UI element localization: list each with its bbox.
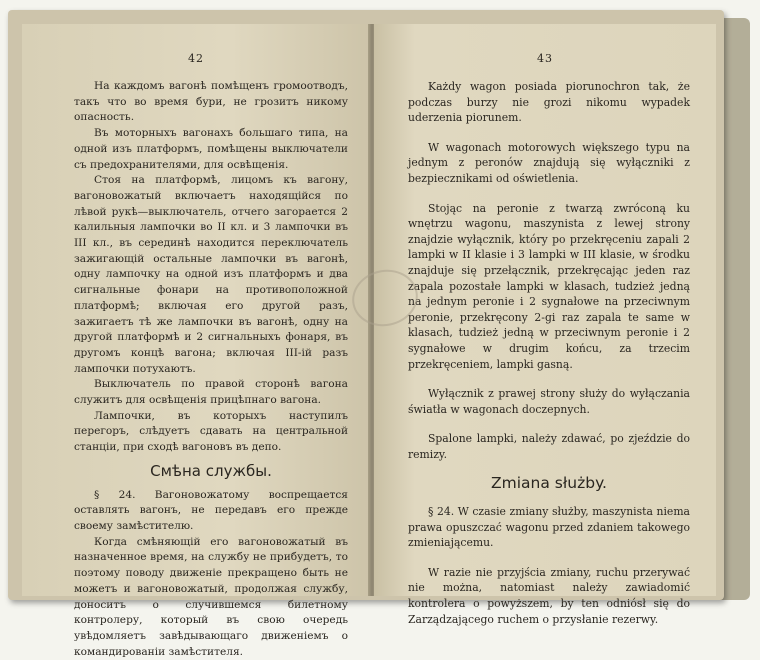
left-page (22, 24, 370, 658)
paragraph: Въ моторныхъ вагонахъ большаго типа, на одной изъ платформъ, помѣщены выключатели съ предохранителями, для освѣщенія. (74, 127, 348, 171)
paragraph: На каждомъ вагонѣ помѣщенъ громоотводъ, такъ что во время бури, не грозитъ никому опасность. (74, 80, 348, 124)
paragraph: Когда смѣняющій его вагоновожатый въ назначенное время, на службу не прибудетъ, то поэтому поводу движеніе прекращено быть не можетъ и вагоновожатый, продолжая службу, доноситъ о случившемся билетному контролеру, который въ свою очередь увѣдомляетъ завѣдывающаго движеніемъ о командированіи замѣстителя. (74, 535, 348, 658)
paragraph: § 24. Вагоновожатому воспрещается оставлять вагонъ, не передавъ его прежде своему замѣстителю. (74, 488, 348, 532)
paragraph: § 24. W czasie zmiany służby, maszynista niema prawa opuszczać wagonu przed zdaniem takowego zmieniającemu. (408, 505, 690, 550)
paragraph: Każdy wagon posiada piorunochron tak, że podczas burzy nie grozi nikomu wypadek uderzenia piorunem. (408, 80, 690, 125)
paragraph: Выключатель по правой сторонѣ вагона служитъ для освѣщенія прицѣпнаго вагона. (74, 378, 348, 407)
paragraph: Spalone lampki, należy zdawać, po zjeździe do remizy. (408, 432, 690, 461)
section-heading-right: Zmiana służby. (491, 474, 607, 493)
paragraph: W razie nie przyjścia zmiany, ruchu przerywać nie można, natomiast należy zawiadomić kontrolera o powyższem, by ten odniósł się do Zarządzającego ruchem o przysłanie rezerwy. (408, 565, 690, 626)
page-number-right: 43 (537, 52, 553, 65)
section-heading-left: Смѣна службы. (150, 461, 272, 480)
page-number-left: 42 (188, 52, 204, 65)
paragraph: Stojąc na peronie z twarzą zwróconą ku wnętrzu wagonu, maszynista z lewej strony znajdzie wyłącznik, który po przekręceniu zapali 2 lampki w II klasie i 3 lampki w III klasie, w środku znajduje się przełącznik, przekręcając jeden raz zapala pozostałe lampki w klasach, tudzież jedną na jednym peronie i 2 sygnałowe na przeciwnym peronie, przekręcony 2-gi raz zapala te same w klasach, tudzież jedną w przeciwnym peronie i 2 sygnałowe w drugim końcu, za trzecim przekręceniem, lampki gasną. (408, 201, 690, 371)
paragraph: Wyłącznik z prawej strony służy do wyłączania światła w wagonach doczepnych. (408, 387, 690, 416)
left-page-text (74, 79, 348, 660)
paragraph: Стоя на платформѣ, лицомъ къ вагону, вагоновожатый включаетъ находящійся по лѣвой рукѣ—выключатель, отчего загорается 2 калильныя лампочки во II кл. и 3 лампочки въ III кл., въ серединѣ находится переключатель зажигающій остальные лампочки въ вагонѣ, одну лампочку на одной изъ платформъ и два сигнальные фонари на противоположной платформѣ; включая его другой разъ, зажигаетъ тѣ же лампочки въ вагонѣ, одну на другой платформѣ и 2 сигнальныхъ фонаря, въ другомъ концѣ вагона; включая III-ій разъ лампочки потухаютъ. (74, 174, 348, 375)
right-page-text (408, 79, 690, 627)
paragraph: W wagonach motorowych większego typu na jednym z peronów znajdują się wyłączniki z bezpiecznikami od oświetlenia. (408, 140, 690, 185)
right-page (374, 24, 716, 626)
paragraph: Лампочки, въ которыхъ наступилъ перегоръ, слѣдуетъ сдавать на центральной станціи, при сходѣ вагоновъ въ депо. (74, 409, 348, 454)
